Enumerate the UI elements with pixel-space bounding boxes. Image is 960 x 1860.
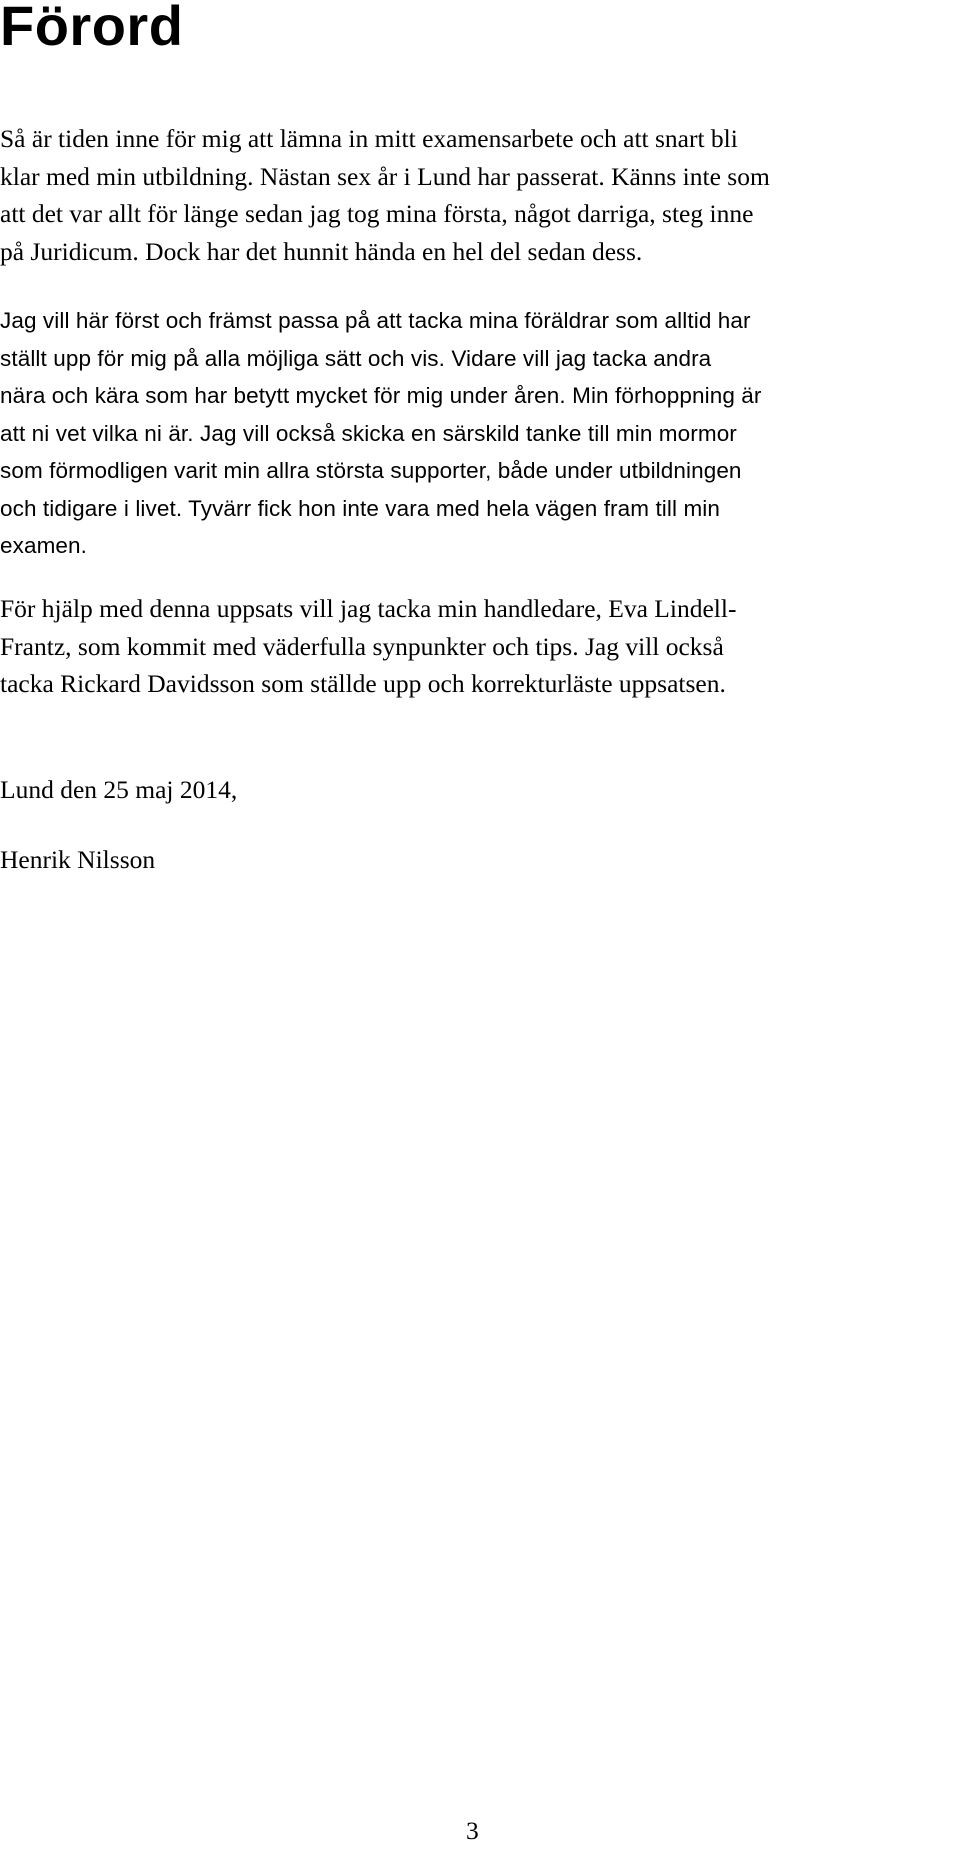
paragraph-line: Frantz, som kommit med väderfulla synpunkter och tips. Jag vill också xyxy=(0,631,724,661)
paragraph-line: på Juridicum. Dock har det hunnit hända en hel del sedan dess. xyxy=(0,236,643,266)
paragraph-line: examen. xyxy=(0,533,87,558)
paragraph-line: Jag vill här först och främst passa på att tacka mina föräldrar som alltid har xyxy=(0,308,751,333)
paragraph-thanks-family xyxy=(0,302,955,565)
paragraph-thanks-supervisor xyxy=(0,590,955,703)
paragraph-line: tacka Rickard Davidsson som ställde upp och korrekturläste uppsatsen. xyxy=(0,669,726,698)
page-number: 3 xyxy=(466,1816,479,1845)
paragraph-line: nära och kära som har betytt mycket för mig under åren. Min förhoppning är xyxy=(0,383,762,408)
signature-name: Henrik Nilsson xyxy=(0,845,156,874)
paragraph-line: ställt upp för mig på alla möjliga sätt och vis. Vidare vill jag tacka andra xyxy=(0,345,712,371)
paragraph-line: För hjälp med denna uppsats vill jag tacka min handledare, Eva Lindell- xyxy=(0,594,737,623)
paragraph-line: som förmodligen varit min allra största supporter, både under utbildningen xyxy=(0,458,742,483)
paragraph-line: att ni vet vilka ni är. Jag vill också skicka en särskild tanke till min mormor xyxy=(0,420,737,446)
page-title: Förord xyxy=(0,0,184,57)
paragraph-line: och tidigare i livet. Tyvärr fick hon inte vara med hela vägen fram till min xyxy=(0,495,720,521)
signature-date: Lund den 25 maj 2014, xyxy=(0,775,238,804)
paragraph-line: klar med min utbildning. Nästan sex år i Lund har passerat. Känns inte som xyxy=(0,161,770,191)
paragraph-intro xyxy=(0,120,955,270)
paragraph-line: att det var allt för länge sedan jag tog mina första, något darriga, steg inne xyxy=(0,199,754,228)
paragraph-line: Så är tiden inne för mig att lämna in mitt examensarbete och att snart bli xyxy=(0,124,738,153)
